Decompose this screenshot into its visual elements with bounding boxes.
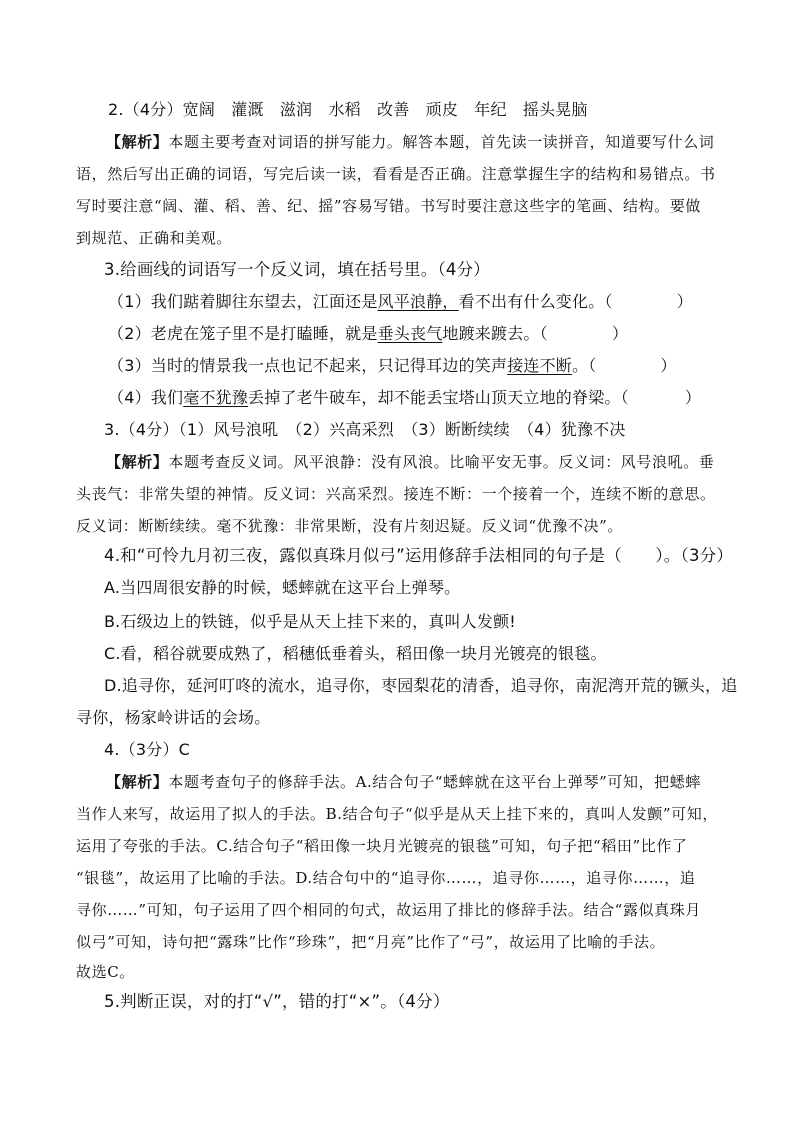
question-5-stem: 5.判断正误，对的打“√”，错的打“×”。（4分） bbox=[104, 992, 450, 1011]
analysis-4-line-4: “银毯”，故运用了比喻的手法。D.结合句中的“追寻你……，追寻你……，追寻你……，追 bbox=[76, 869, 696, 887]
answer-4: 4.（3分）C bbox=[104, 740, 191, 759]
analysis-tag: 【解析】 bbox=[106, 453, 169, 471]
underlined-phrase: 风平浪静， bbox=[377, 292, 459, 311]
question-4-option-d-cont: 寻你，杨家岭讲话的会场。 bbox=[76, 708, 271, 727]
question-3-item-1: （1）我们踮着脚往东望去，江面还是风平浪静，看不出有什么变化。（ ） bbox=[108, 292, 693, 311]
analysis-4-line-1: 【解析】本题考查句子的修辞手法。A.结合句子“蟋蟀就在这平台上弹琴”可知，把蟋蟀 bbox=[106, 773, 701, 791]
question-4-option-d: D.追寻你，延河叮咚的流水，追寻你，枣园梨花的清香，追寻你，南泥湾开荒的镢头，追 bbox=[104, 676, 738, 695]
answer-3: 3.（4分）（1）风号浪吼 （2）兴高采烈 （3）断断续续 （4）犹豫不决 bbox=[104, 420, 626, 439]
analysis-2-line-2: 语，然后写出正确的词语，写完后读一读，看看是否正确。注意掌握生字的结构和易错点。书 bbox=[76, 165, 716, 183]
analysis-3-line-3: 反义词：断断续续。毫不犹豫：非常果断，没有片刻迟疑。反义词“优豫不决”。 bbox=[76, 517, 623, 535]
underlined-phrase: 垂头丧气 bbox=[377, 324, 443, 343]
answer-2-words: 宽阔 灌溉 滋润 水稻 改善 顽皮 年纪 摇头晃脑 bbox=[182, 100, 588, 119]
analysis-4-line-7: 故选C。 bbox=[76, 963, 135, 981]
analysis-2-line-1: 【解析】本题主要考查对词语的拼写能力。解答本题，首先读一读拼音，知道要写什么词 bbox=[106, 133, 715, 151]
analysis-2-line-4: 到规范、正确和美观。 bbox=[76, 229, 233, 247]
question-3-item-2: （2）老虎在笼子里不是打瞌睡，就是垂头丧气地踱来踱去。（ ） bbox=[108, 324, 629, 343]
question-4-stem: 4.和“可怜九月初三夜，露似真珠月似弓”运用修辞手法相同的句子是（ ）。（3分） bbox=[104, 546, 734, 565]
question-3-stem: 3.给画线的词语写一个反义词，填在括号里。（4分） bbox=[104, 260, 490, 279]
analysis-4-line-5: 寻你……”可知，句子运用了四个相同的句式，故运用了排比的修辞手法。结合“露似真珠月 bbox=[76, 901, 701, 919]
question-3-item-3: （3）当时的情景我一点也记不起来，只记得耳边的笑声接连不断。（ ） bbox=[108, 356, 677, 375]
analysis-tag: 【解析】 bbox=[106, 773, 169, 791]
underlined-phrase: 毫不犹豫 bbox=[183, 388, 248, 407]
question-3-item-4: （4）我们毫不犹豫丢掉了老牛破车，却不能丢宝塔山顶天立地的脊梁。（ ） bbox=[108, 388, 702, 407]
question-4-option-c: C.看，稻谷就要成熟了，稻穗低垂着头，稻田像一块月光镀亮的银毯。 bbox=[104, 644, 607, 663]
question-4-option-b: B.石级边上的铁链，似乎是从天上挂下来的，真叫人发颤! bbox=[104, 612, 516, 631]
answer-2-label: 2.（4分） bbox=[108, 100, 183, 119]
analysis-4-line-2: 当作人来写，故运用了拟人的手法。B.结合句子“似乎是从天上挂下来的，真叫人发颤”可知， bbox=[76, 805, 718, 823]
analysis-4-line-3: 运用了夸张的手法。C.结合句子“稻田像一块月光镀亮的银毯”可知，句子把“稻田”比作了 bbox=[76, 837, 688, 855]
analysis-3-line-1: 【解析】本题考查反义词。风平浪静：没有风浪。比喻平安无事。反义词：风号浪吼。垂 bbox=[106, 453, 715, 471]
question-4-option-a: A.当四周很安静的时候，蟋蟀就在这平台上弹琴。 bbox=[104, 578, 461, 597]
analysis-2-line-3: 写时要注意“阔、灌、稻、善、纪、摇”容易写错。书写时要注意这些字的笔画、结构。要做 bbox=[76, 197, 701, 215]
answer-2 bbox=[108, 100, 588, 120]
analysis-4-line-6: 似弓”可知，诗句把“露珠”比作“珍珠”，把“月亮”比作了“弓”，故运用了比喻的手法。 bbox=[76, 933, 666, 951]
underlined-phrase: 接连不断 bbox=[507, 356, 572, 375]
analysis-tag: 【解析】 bbox=[106, 133, 169, 151]
analysis-3-line-2: 头丧气：非常失望的神情。反义词：兴高采烈。接连不断：一个接着一个，连续不断的意思。 bbox=[76, 485, 716, 503]
